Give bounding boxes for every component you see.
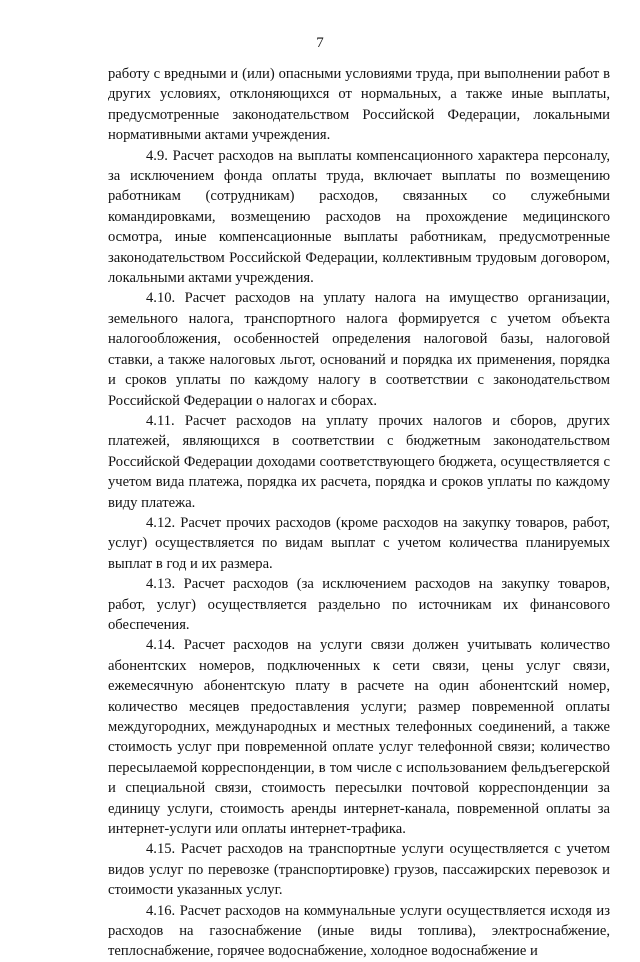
paragraph-4-14: 4.14. Расчет расходов на услуги связи должен учитывать количество абонентских номеров, подключенных к сети связи, цены услуг связи, ежемесячную абонентскую плату в расчете на один абонентский номер, количество месяцев предоставления услуги; размер повременной оплаты междугородних, международных и местных телефонных соединений, а также стоимость услуг при повременной оплате услуг телефонной связи; количество пересылаемой корреспонденции, в том числе с использованием фельдъегерской и специальной связи, стоимость пересылки почтовой корреспонденции за единицу услуги, стоимость аренды интернет-канала, повременной оплаты за интернет-услуги или оплаты интернет-трафика. [108,637,610,838]
paragraph-4-9: 4.9. Расчет расходов на выплаты компенсационного характера персоналу, за исключением фонда оплаты труда, включает выплаты по возмещению работникам (сотрудникам) расходов, связанных со служебными командировками, возмещению расходов на прохождение медицинского осмотра, иные компенсационные выплаты работникам, предусмотренные законодательством Российской Федерации, коллективным трудовым договором, локальными актами учреждения. [108,147,610,287]
document-body [108,64,610,962]
paragraph-4-13: 4.13. Расчет расходов (за исключением расходов на закупку товаров, работ, услуг) осуществляется раздельно по источникам их финансового обеспечения. [108,576,610,633]
paragraph-4-10: 4.10. Расчет расходов на уплату налога на имущество организации, земельного налога, транспортного налога формируется с учетом объекта налогообложения, особенностей определения налоговой базы, налоговой ставки, а также налоговых льгот, оснований и порядка их применения, порядка и сроков уплаты по каждому налогу в соответствии с законодательством Российской Федерации о налогах и сборах. [108,290,610,409]
paragraph-4-15: 4.15. Расчет расходов на транспортные услуги осуществляется с учетом видов услуг по перевозке (транспортировке) грузов, пассажирских перевозок и стоимости указанных услуг. [108,841,610,899]
paragraph-4-12: 4.12. Расчет прочих расходов (кроме расходов на закупку товаров, работ, услуг) осуществляется по видам выплат с учетом количества планируемых выплат в год и их размера. [108,514,610,572]
paragraph-4-16: 4.16. Расчет расходов на коммунальные услуги осуществляется исходя из расходов на газоснабжение (иные виды топлива), электроснабжение, теплоснабжение, горячее водоснабжение, холодное водоснабжение и [108,902,610,960]
page-number: 7 [316,35,324,51]
paragraph-4-11: 4.11. Расчет расходов на уплату прочих налогов и сборов, других платежей, являющихся в соответствии с бюджетным законодательством Российской Федерации доходами соответствующего бюджета, осуществляется с учетом вида платежа, порядка их расчета, порядка и сроков уплаты по каждому виду платежа. [108,412,610,511]
paragraph-continuation: работу с вредными и (или) опасными условиями труда, при выполнении работ в других условиях, отклоняющихся от нормальных, а также иные выплаты, предусмотренные законодательством Российской Федерации, локальными нормативными актами учреждения. [108,66,610,144]
